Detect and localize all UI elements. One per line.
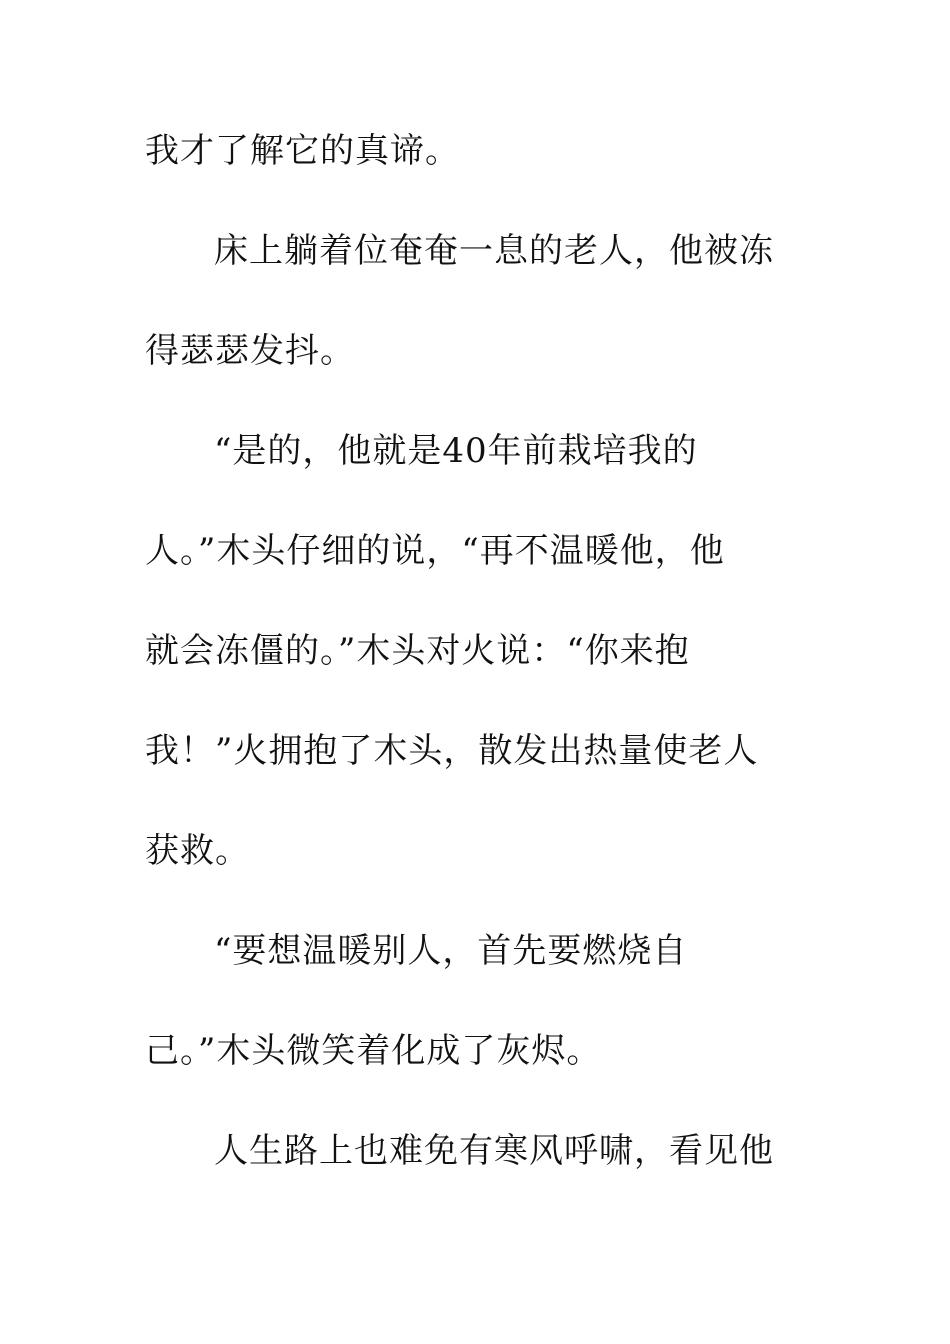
text-line: 得瑟瑟发抖。 <box>145 331 355 371</box>
text-line: 人。”木头仔细的说，“再不温暖他，他 <box>145 531 725 571</box>
paragraph-start-line: “要想温暖别人，首先要燃烧自 <box>214 931 688 971</box>
text-line: 获救。 <box>145 831 250 871</box>
paragraph-start-line: 人生路上也难免有寒风呼啸，看见他 <box>214 1131 774 1171</box>
text-line: 就会冻僵的。”木头对火说：“你来抱 <box>145 631 690 671</box>
paragraph-start-line: “是的，他就是40年前栽培我的 <box>214 431 698 471</box>
paragraph-start-line: 床上躺着位奄奄一息的老人，他被冻 <box>214 231 774 271</box>
text-line: 我！”火拥抱了木头，散发出热量使老人 <box>145 731 759 771</box>
text-line: 己。”木头微笑着化成了灰烬。 <box>145 1031 602 1071</box>
text-line: 我才了解它的真谛。 <box>145 131 460 171</box>
